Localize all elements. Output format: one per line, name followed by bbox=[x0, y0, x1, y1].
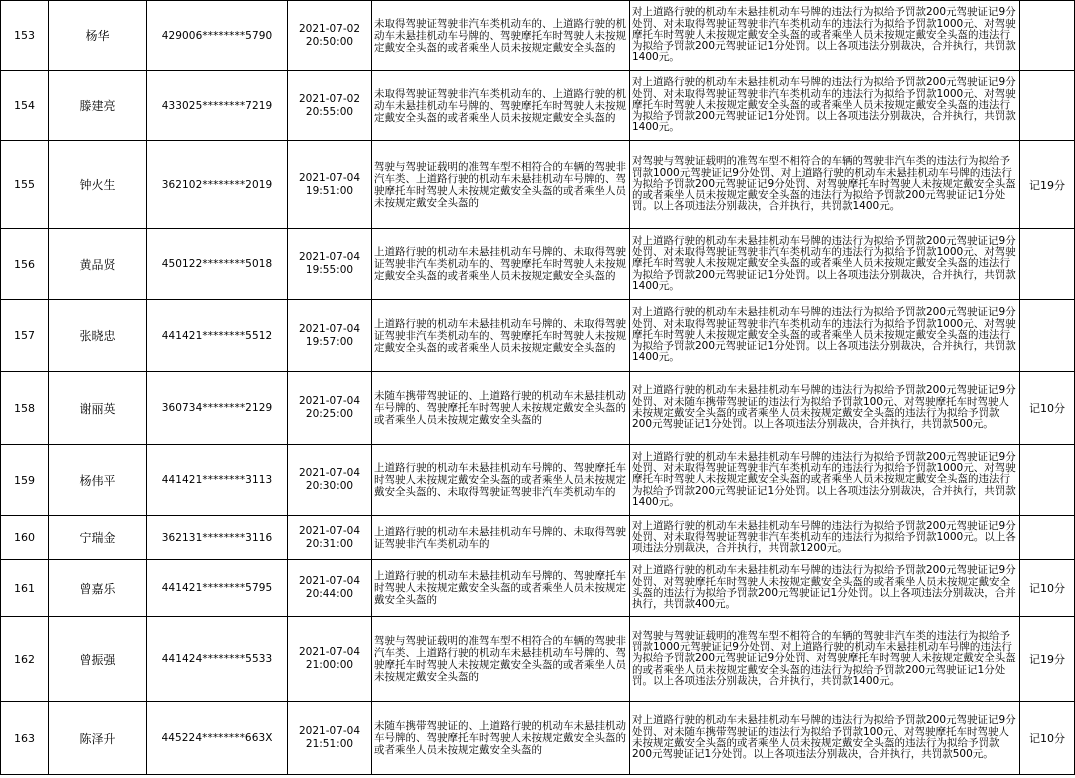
id-number: 429006********5790 bbox=[147, 1, 288, 71]
penalty-points: 记10分 bbox=[1020, 372, 1075, 445]
row-number: 153 bbox=[1, 1, 49, 71]
table-row bbox=[1, 516, 1075, 560]
row-number: 163 bbox=[1, 702, 49, 775]
violation-description: 上道路行驶的机动车未悬挂机动车号牌的、驾驶摩托车时驾驶人未按规定戴安全头盔的或者乘坐人员未按规定戴安全头盔的、未取得驾驶证驾驶非汽车类机动车的 bbox=[372, 445, 630, 516]
row-number: 160 bbox=[1, 516, 49, 560]
penalty-description: 对上道路行驶的机动车未悬挂机动车号牌的违法行为拟给予罚款200元驾驶证记9分处罚、对未随车携带驾驶证的违法行为拟给予罚款100元、对驾驶摩托车时驾驶人未按规定戴安全头盔的或者乘坐人员未按规定戴安全头盔的违法行为拟给予罚款200元驾驶证记1分处罚。以上各项违法分别裁决，合并执行，共罚款500元。 bbox=[630, 372, 1020, 445]
violation-time: 20:50:00 bbox=[305, 35, 354, 48]
table-row bbox=[1, 372, 1075, 445]
violation-date: 2021-07-04 bbox=[298, 725, 361, 737]
table-row bbox=[1, 229, 1075, 300]
penalty-points bbox=[1020, 1, 1075, 71]
violation-description: 驾驶与驾驶证载明的准驾车型不相符合的车辆的驾驶非汽车类、上道路行驶的机动车未悬挂机动车号牌的、驾驶摩托车时驾驶人未按规定戴安全头盔的或者乘坐人员未按规定戴安全头盔的 bbox=[372, 141, 630, 229]
penalty-points bbox=[1020, 71, 1075, 141]
penalty-points: 记19分 bbox=[1020, 617, 1075, 702]
person-name: 黄品贤 bbox=[49, 229, 147, 300]
row-number: 157 bbox=[1, 300, 49, 372]
penalty-description: 对上道路行驶的机动车未悬挂机动车号牌的违法行为拟给予罚款200元驾驶证记9分处罚、对未取得驾驶证驾驶非汽车类机动车的违法行为拟给予罚款1000元。以上各项违法分别裁决，合并执行，共罚款1200元。 bbox=[630, 516, 1020, 560]
violation-datetime bbox=[288, 702, 372, 775]
penalty-points: 记10分 bbox=[1020, 702, 1075, 775]
person-name: 曾嘉乐 bbox=[49, 560, 147, 617]
violation-time: 21:51:00 bbox=[305, 738, 354, 750]
violation-description: 未取得驾驶证驾驶非汽车类机动车的、上道路行驶的机动车未悬挂机动车号牌的、驾驶摩托车时驾驶人未按规定戴安全头盔的或者乘坐人员未按规定戴安全头盔的 bbox=[372, 1, 630, 71]
violation-date: 2021-07-04 bbox=[298, 251, 361, 263]
penalty-description: 对上道路行驶的机动车未悬挂机动车号牌的违法行为拟给予罚款200元驾驶证记9分处罚、对驾驶摩托车时驾驶人未按规定戴安全头盔的或者乘坐人员未按规定戴安全头盔的违法行为拟给予罚款200元驾驶证记1分处罚。以上各项违法分别裁决，合并执行，共罚款400元。 bbox=[630, 560, 1020, 617]
id-number: 362131********3116 bbox=[147, 516, 288, 560]
violation-datetime bbox=[288, 617, 372, 702]
row-number: 159 bbox=[1, 445, 49, 516]
violation-date: 2021-07-04 bbox=[298, 646, 361, 658]
id-number: 441421********5795 bbox=[147, 560, 288, 617]
violation-datetime bbox=[288, 229, 372, 300]
violation-datetime bbox=[288, 516, 372, 560]
person-name: 曾振强 bbox=[49, 617, 147, 702]
penalty-description: 对上道路行驶的机动车未悬挂机动车号牌的违法行为拟给予罚款200元驾驶证记9分处罚、对未取得驾驶证驾驶非汽车类机动车的违法行为拟给予罚款1000元、对驾驶摩托车时驾驶人未按规定戴安全头盔的或者乘坐人员未按规定戴安全头盔的违法行为拟给予罚款200元驾驶证记1分处罚。以上各项违法分别裁决，合并执行，共罚款1400元。 bbox=[630, 1, 1020, 71]
penalty-description: 对驾驶与驾驶证载明的准驾车型不相符合的车辆的驾驶非汽车类的违法行为拟给予罚款1000元驾驶证记9分处罚、对上道路行驶的机动车未悬挂机动车号牌的违法行为拟给予罚款200元驾驶证记9分处罚、对驾驶摩托车时驾驶人未按规定戴安全头盔的或者乘坐人员未按规定戴安全头盔的违法行为拟给予罚款200元驾驶证记1分处罚。以上各项违法分别裁决，合并执行，共罚款1400元。 bbox=[630, 141, 1020, 229]
violation-description: 未随车携带驾驶证的、上道路行驶的机动车未悬挂机动车号牌的、驾驶摩托车时驾驶人未按规定戴安全头盔的或者乘坐人员未按规定戴安全头盔的 bbox=[372, 372, 630, 445]
id-number: 445224********663X bbox=[147, 702, 288, 775]
violation-description: 上道路行驶的机动车未悬挂机动车号牌的、驾驶摩托车时驾驶人未按规定戴安全头盔的或者乘坐人员未按规定戴安全头盔的 bbox=[372, 560, 630, 617]
row-number: 161 bbox=[1, 560, 49, 617]
table-row bbox=[1, 445, 1075, 516]
row-number: 156 bbox=[1, 229, 49, 300]
violation-description: 未随车携带驾驶证的、上道路行驶的机动车未悬挂机动车号牌的、驾驶摩托车时驾驶人未按规定戴安全头盔的或者乘坐人员未按规定戴安全头盔的 bbox=[372, 702, 630, 775]
penalty-description: 对上道路行驶的机动车未悬挂机动车号牌的违法行为拟给予罚款200元驾驶证记9分处罚、对未随车携带驾驶证的违法行为拟给予罚款100元、对驾驶摩托车时驾驶人未按规定戴安全头盔的或者乘坐人员未按规定戴安全头盔的违法行为拟给予罚款200元驾驶证记1分处罚。以上各项违法分别裁决，合并执行，共罚款500元。 bbox=[630, 702, 1020, 775]
table-row bbox=[1, 617, 1075, 702]
penalty-description: 对上道路行驶的机动车未悬挂机动车号牌的违法行为拟给予罚款200元驾驶证记9分处罚、对未取得驾驶证驾驶非汽车类机动车的违法行为拟给予罚款1000元、对驾驶摩托车时驾驶人未按规定戴安全头盔的或者乘坐人员未按规定戴安全头盔的违法行为拟给予罚款200元驾驶证记1分处罚。以上各项违法分别裁决，合并执行，共罚款1400元。 bbox=[630, 229, 1020, 300]
row-number: 155 bbox=[1, 141, 49, 229]
person-name: 陈泽升 bbox=[49, 702, 147, 775]
violation-time: 20:55:00 bbox=[305, 105, 354, 118]
penalty-points bbox=[1020, 300, 1075, 372]
person-name: 谢丽英 bbox=[49, 372, 147, 445]
penalty-points bbox=[1020, 229, 1075, 300]
person-name: 宁瑞金 bbox=[49, 516, 147, 560]
violation-date: 2021-07-04 bbox=[298, 395, 361, 407]
violation-time: 19:57:00 bbox=[305, 335, 354, 348]
table-row bbox=[1, 1, 1075, 71]
violation-datetime bbox=[288, 71, 372, 141]
violation-date: 2021-07-02 bbox=[298, 22, 361, 35]
penalty-points: 记19分 bbox=[1020, 141, 1075, 229]
violation-datetime bbox=[288, 1, 372, 71]
violation-date: 2021-07-04 bbox=[298, 575, 361, 587]
violation-date: 2021-07-02 bbox=[298, 92, 361, 105]
violation-time: 21:00:00 bbox=[305, 659, 354, 671]
id-number: 433025********7219 bbox=[147, 71, 288, 141]
violation-datetime bbox=[288, 300, 372, 372]
violation-date: 2021-07-04 bbox=[298, 171, 361, 184]
id-number: 450122********5018 bbox=[147, 229, 288, 300]
person-name: 钟火生 bbox=[49, 141, 147, 229]
violation-time: 20:44:00 bbox=[305, 588, 354, 600]
violation-description: 未取得驾驶证驾驶非汽车类机动车的、上道路行驶的机动车未悬挂机动车号牌的、驾驶摩托车时驾驶人未按规定戴安全头盔的或者乘坐人员未按规定戴安全头盔的 bbox=[372, 71, 630, 141]
id-number: 441421********5512 bbox=[147, 300, 288, 372]
table-row bbox=[1, 300, 1075, 372]
violation-description: 上道路行驶的机动车未悬挂机动车号牌的、未取得驾驶证驾驶非汽车类机动车的、驾驶摩托车时驾驶人未按规定戴安全头盔的或者乘坐人员未按规定戴安全头盔的 bbox=[372, 300, 630, 372]
table-row bbox=[1, 702, 1075, 775]
person-name: 杨华 bbox=[49, 1, 147, 71]
violation-time: 19:51:00 bbox=[305, 184, 354, 197]
penalty-points bbox=[1020, 445, 1075, 516]
violation-datetime bbox=[288, 560, 372, 617]
violation-time: 20:25:00 bbox=[305, 408, 354, 420]
table-row bbox=[1, 560, 1075, 617]
violation-date: 2021-07-04 bbox=[298, 322, 361, 335]
violation-date: 2021-07-04 bbox=[298, 467, 361, 479]
violation-datetime bbox=[288, 445, 372, 516]
id-number: 441424********5533 bbox=[147, 617, 288, 702]
violation-description: 上道路行驶的机动车未悬挂机动车号牌的、未取得驾驶证驾驶非汽车类机动车的、驾驶摩托车时驾驶人未按规定戴安全头盔的或者乘坐人员未按规定戴安全头盔的 bbox=[372, 229, 630, 300]
id-number: 441421********3113 bbox=[147, 445, 288, 516]
penalty-points bbox=[1020, 516, 1075, 560]
violation-date: 2021-07-04 bbox=[298, 524, 361, 537]
violation-datetime bbox=[288, 372, 372, 445]
id-number: 360734********2129 bbox=[147, 372, 288, 445]
violation-time: 20:31:00 bbox=[305, 537, 354, 550]
person-name: 滕建亮 bbox=[49, 71, 147, 141]
violation-time: 20:30:00 bbox=[305, 480, 354, 492]
violation-time: 19:55:00 bbox=[305, 264, 354, 276]
penalty-description: 对上道路行驶的机动车未悬挂机动车号牌的违法行为拟给予罚款200元驾驶证记9分处罚、对未取得驾驶证驾驶非汽车类机动车的违法行为拟给予罚款1000元、对驾驶摩托车时驾驶人未按规定戴安全头盔的或者乘坐人员未按规定戴安全头盔的违法行为拟给予罚款200元驾驶证记1分处罚。以上各项违法分别裁决，合并执行，共罚款1400元。 bbox=[630, 300, 1020, 372]
penalty-description: 对上道路行驶的机动车未悬挂机动车号牌的违法行为拟给予罚款200元驾驶证记9分处罚、对未取得驾驶证驾驶非汽车类机动车的违法行为拟给予罚款1000元、对驾驶摩托车时驾驶人未按规定戴安全头盔的或者乘坐人员未按规定戴安全头盔的违法行为拟给予罚款200元驾驶证记1分处罚。以上各项违法分别裁决，合并执行，共罚款1400元。 bbox=[630, 445, 1020, 516]
row-number: 154 bbox=[1, 71, 49, 141]
violation-description: 驾驶与驾驶证载明的准驾车型不相符合的车辆的驾驶非汽车类、上道路行驶的机动车未悬挂机动车号牌的、驾驶摩托车时驾驶人未按规定戴安全头盔的或者乘坐人员未按规定戴安全头盔的 bbox=[372, 617, 630, 702]
row-number: 158 bbox=[1, 372, 49, 445]
penalty-points: 记10分 bbox=[1020, 560, 1075, 617]
row-number: 162 bbox=[1, 617, 49, 702]
id-number: 362102********2019 bbox=[147, 141, 288, 229]
violation-description: 上道路行驶的机动车未悬挂机动车号牌的、未取得驾驶证驾驶非汽车类机动车的 bbox=[372, 516, 630, 560]
person-name: 张晓忠 bbox=[49, 300, 147, 372]
penalty-description: 对上道路行驶的机动车未悬挂机动车号牌的违法行为拟给予罚款200元驾驶证记9分处罚、对未取得驾驶证驾驶非汽车类机动车的违法行为拟给予罚款1000元、对驾驶摩托车时驾驶人未按规定戴安全头盔的或者乘坐人员未按规定戴安全头盔的违法行为拟给予罚款200元驾驶证记1分处罚。以上各项违法分别裁决，合并执行，共罚款1400元。 bbox=[630, 71, 1020, 141]
violation-datetime bbox=[288, 141, 372, 229]
table-row bbox=[1, 141, 1075, 229]
person-name: 杨伟平 bbox=[49, 445, 147, 516]
penalty-description: 对驾驶与驾驶证载明的准驾车型不相符合的车辆的驾驶非汽车类的违法行为拟给予罚款1000元驾驶证记9分处罚、对上道路行驶的机动车未悬挂机动车号牌的违法行为拟给予罚款200元驾驶证记9分处罚、对驾驶摩托车时驾驶人未按规定戴安全头盔的或者乘坐人员未按规定戴安全头盔的违法行为拟给予罚款200元驾驶证记1分处罚。以上各项违法分别裁决，合并执行，共罚款1400元。 bbox=[630, 617, 1020, 702]
table-row bbox=[1, 71, 1075, 141]
